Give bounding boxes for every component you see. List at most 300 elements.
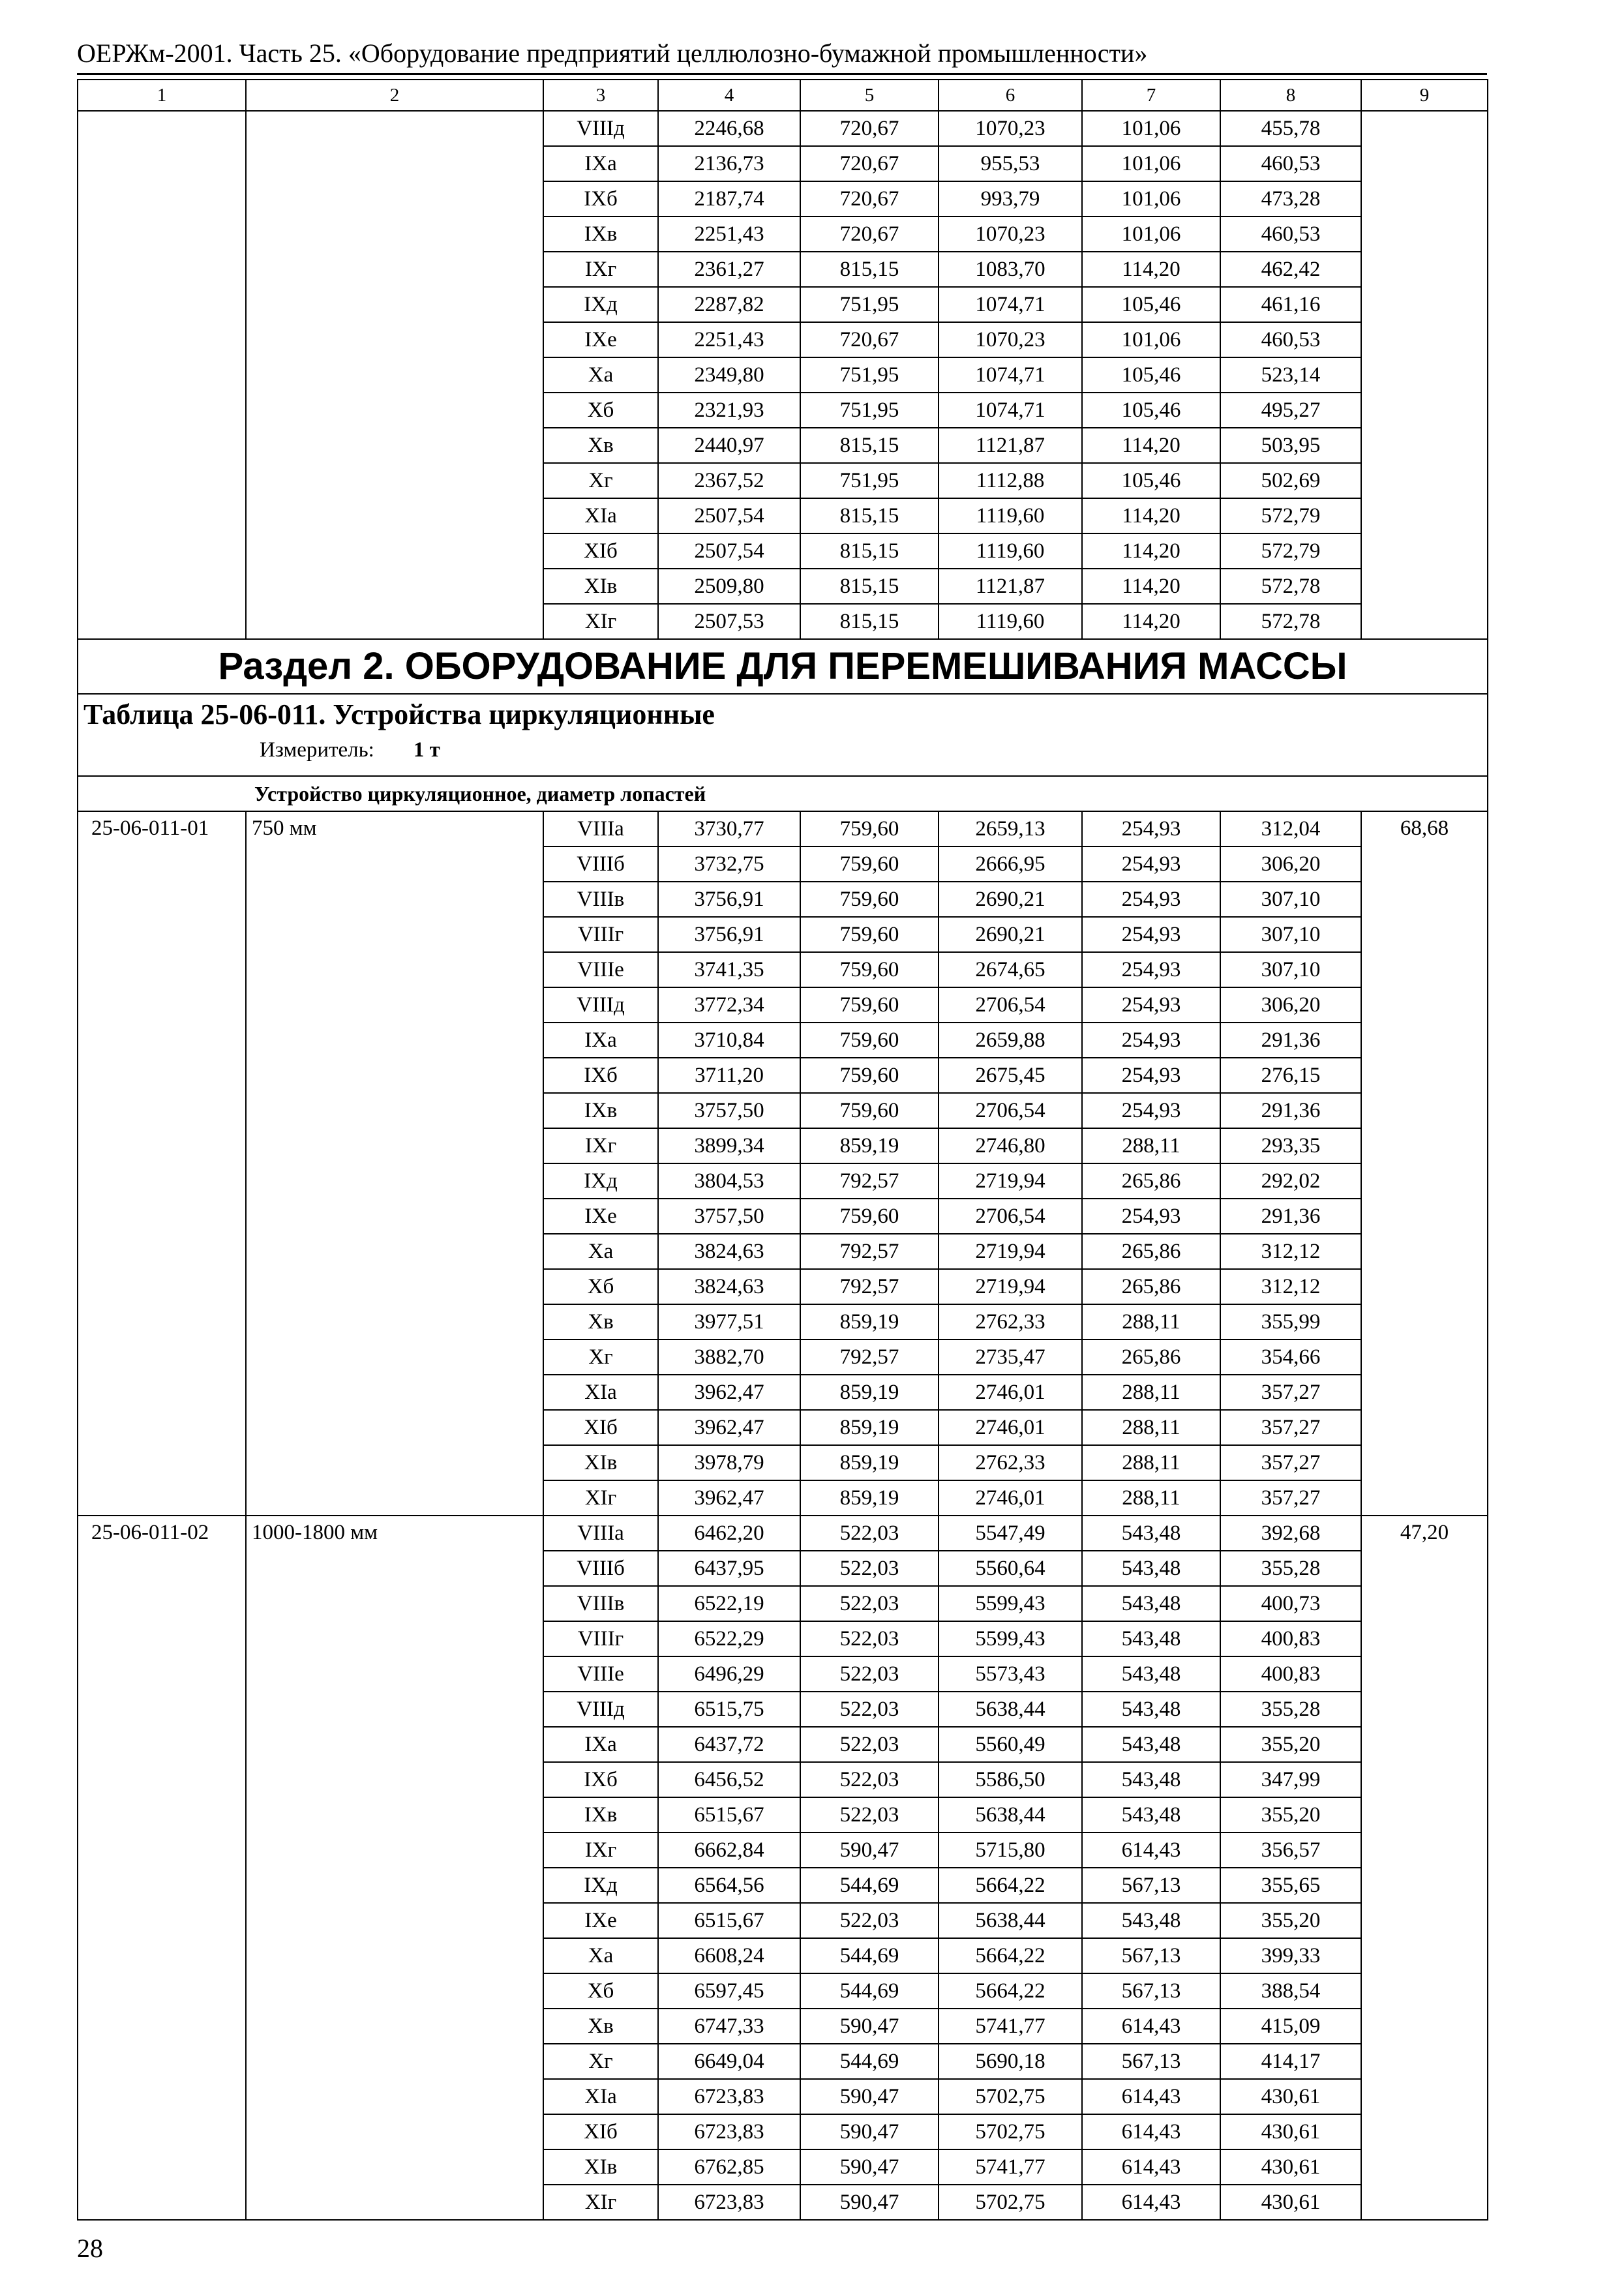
variant-cell: IXе — [543, 322, 658, 357]
materials-cell: 461,16 — [1220, 287, 1361, 322]
machinist-wages-cell: 288,11 — [1082, 1410, 1220, 1445]
materials-cell: 430,61 — [1220, 2079, 1361, 2114]
materials-cell: 312,12 — [1220, 1234, 1361, 1269]
machinist-wages-cell: 101,06 — [1082, 111, 1220, 146]
machinist-wages-cell: 265,86 — [1082, 1269, 1220, 1304]
variant-cell: Xг — [543, 463, 658, 498]
materials-cell: 357,27 — [1220, 1410, 1361, 1445]
wages-cell: 792,57 — [800, 1339, 939, 1375]
wages-cell: 522,03 — [800, 1551, 939, 1586]
total-cost-cell: 3756,91 — [658, 917, 800, 952]
machinist-wages-cell: 567,13 — [1082, 2044, 1220, 2079]
materials-cell: 572,78 — [1220, 569, 1361, 604]
total-cost-cell: 3962,47 — [658, 1480, 800, 1516]
rates-table-body — [78, 80, 1488, 2220]
wages-cell: 759,60 — [800, 987, 939, 1023]
code-cell — [78, 111, 246, 639]
wages-cell: 815,15 — [800, 533, 939, 569]
variant-cell: Xв — [543, 428, 658, 463]
column-number: 4 — [658, 80, 800, 111]
unit-line — [83, 732, 1481, 768]
code-cell: 25-06-011-02 — [78, 1516, 246, 2220]
total-cost-cell: 3977,51 — [658, 1304, 800, 1339]
variant-cell: XIг — [543, 604, 658, 639]
table-row — [78, 111, 1488, 146]
machines-cell: 1074,71 — [939, 393, 1082, 428]
wages-cell: 544,69 — [800, 2044, 939, 2079]
variant-cell: VIIIа — [543, 811, 658, 846]
machines-cell: 2746,80 — [939, 1128, 1082, 1163]
materials-cell: 357,27 — [1220, 1480, 1361, 1516]
wages-cell: 522,03 — [800, 1516, 939, 1551]
machines-cell: 993,79 — [939, 181, 1082, 217]
variant-cell: IXв — [543, 1797, 658, 1833]
machinist-wages-cell: 543,48 — [1082, 1797, 1220, 1833]
machinist-wages-cell: 543,48 — [1082, 1692, 1220, 1727]
machines-cell: 5690,18 — [939, 2044, 1082, 2079]
machines-cell: 2674,65 — [939, 952, 1082, 987]
total-cost-cell: 6462,20 — [658, 1516, 800, 1551]
machinist-wages-cell: 105,46 — [1082, 463, 1220, 498]
total-cost-cell: 3732,75 — [658, 846, 800, 882]
variant-cell: XIб — [543, 2114, 658, 2149]
total-cost-cell: 6456,52 — [658, 1762, 800, 1797]
total-cost-cell: 6762,85 — [658, 2149, 800, 2185]
machinist-wages-cell: 543,48 — [1082, 1903, 1220, 1938]
total-cost-cell: 6496,29 — [658, 1656, 800, 1692]
total-cost-cell: 2507,54 — [658, 498, 800, 533]
wages-cell: 522,03 — [800, 1586, 939, 1621]
machinist-wages-cell: 254,93 — [1082, 1093, 1220, 1128]
variant-cell: Xа — [543, 1938, 658, 1973]
materials-cell: 355,20 — [1220, 1797, 1361, 1833]
machines-cell: 2746,01 — [939, 1480, 1082, 1516]
machines-cell: 5560,49 — [939, 1727, 1082, 1762]
wages-cell: 720,67 — [800, 322, 939, 357]
wages-cell: 759,60 — [800, 1023, 939, 1058]
machinist-wages-cell: 614,43 — [1082, 2009, 1220, 2044]
materials-cell: 306,20 — [1220, 846, 1361, 882]
materials-cell: 355,65 — [1220, 1868, 1361, 1903]
machines-cell: 5547,49 — [939, 1516, 1082, 1551]
wages-cell: 759,60 — [800, 846, 939, 882]
wages-cell: 522,03 — [800, 1762, 939, 1797]
variant-cell: Xг — [543, 1339, 658, 1375]
wages-cell: 590,47 — [800, 2185, 939, 2220]
rates-table — [77, 79, 1488, 2221]
variant-cell: XIа — [543, 1375, 658, 1410]
total-cost-cell: 3824,63 — [658, 1269, 800, 1304]
materials-cell: 572,78 — [1220, 604, 1361, 639]
machines-cell: 5638,44 — [939, 1692, 1082, 1727]
variant-cell: IXд — [543, 1868, 658, 1903]
table-caption-row — [78, 694, 1488, 776]
machines-cell: 1112,88 — [939, 463, 1082, 498]
column-number: 1 — [78, 80, 246, 111]
total-cost-cell: 3962,47 — [658, 1375, 800, 1410]
machines-cell: 2675,45 — [939, 1058, 1082, 1093]
wages-cell: 751,95 — [800, 393, 939, 428]
coefficient-cell: 68,68 — [1361, 811, 1488, 1516]
materials-cell: 460,53 — [1220, 322, 1361, 357]
name-cell — [246, 111, 543, 639]
materials-cell: 430,61 — [1220, 2149, 1361, 2185]
machinist-wages-cell: 288,11 — [1082, 1304, 1220, 1339]
machinist-wages-cell: 543,48 — [1082, 1621, 1220, 1656]
variant-cell: VIIIд — [543, 1692, 658, 1727]
machinist-wages-cell: 543,48 — [1082, 1727, 1220, 1762]
name-cell: 1000-1800 мм — [246, 1516, 543, 2220]
machinist-wages-cell: 543,48 — [1082, 1762, 1220, 1797]
total-cost-cell: 2507,54 — [658, 533, 800, 569]
variant-cell: VIIIв — [543, 1586, 658, 1621]
wages-cell: 522,03 — [800, 1692, 939, 1727]
machines-cell: 5599,43 — [939, 1586, 1082, 1621]
wages-cell: 720,67 — [800, 217, 939, 252]
wages-cell: 792,57 — [800, 1269, 939, 1304]
materials-cell: 400,83 — [1220, 1656, 1361, 1692]
wages-cell: 751,95 — [800, 357, 939, 393]
variant-cell: IXб — [543, 1058, 658, 1093]
subheading: Устройство циркуляционное, диаметр лопастей — [78, 776, 1488, 811]
machinist-wages-cell: 543,48 — [1082, 1656, 1220, 1692]
machines-cell: 1121,87 — [939, 428, 1082, 463]
materials-cell: 291,36 — [1220, 1023, 1361, 1058]
wages-cell: 590,47 — [800, 2009, 939, 2044]
page-number: 28 — [77, 2234, 103, 2263]
variant-cell: XIв — [543, 2149, 658, 2185]
variant-cell: Xв — [543, 2009, 658, 2044]
wages-cell: 720,67 — [800, 181, 939, 217]
wages-cell: 544,69 — [800, 1973, 939, 2009]
machines-cell: 1083,70 — [939, 252, 1082, 287]
materials-cell: 400,83 — [1220, 1621, 1361, 1656]
total-cost-cell: 6597,45 — [658, 1973, 800, 2009]
wages-cell: 759,60 — [800, 811, 939, 846]
machinist-wages-cell: 254,93 — [1082, 952, 1220, 987]
materials-cell: 414,17 — [1220, 2044, 1361, 2079]
wages-cell: 792,57 — [800, 1234, 939, 1269]
unit-label: Измеритель: — [260, 738, 374, 762]
total-cost-cell: 3962,47 — [658, 1410, 800, 1445]
machinist-wages-cell: 254,93 — [1082, 846, 1220, 882]
machinist-wages-cell: 265,86 — [1082, 1163, 1220, 1199]
materials-cell: 356,57 — [1220, 1833, 1361, 1868]
machines-cell: 2719,94 — [939, 1269, 1082, 1304]
machinist-wages-cell: 105,46 — [1082, 287, 1220, 322]
materials-cell: 355,20 — [1220, 1903, 1361, 1938]
machines-cell: 1070,23 — [939, 217, 1082, 252]
variant-cell: IXг — [543, 1128, 658, 1163]
materials-cell: 355,28 — [1220, 1692, 1361, 1727]
machinist-wages-cell: 114,20 — [1082, 533, 1220, 569]
variant-cell: XIб — [543, 533, 658, 569]
name-cell: 750 мм — [246, 811, 543, 1516]
materials-cell: 430,61 — [1220, 2114, 1361, 2149]
wages-cell: 522,03 — [800, 1727, 939, 1762]
total-cost-cell: 3882,70 — [658, 1339, 800, 1375]
variant-cell: VIIIг — [543, 917, 658, 952]
table-row — [78, 1516, 1488, 1551]
materials-cell: 399,33 — [1220, 1938, 1361, 1973]
variant-cell: VIIIе — [543, 952, 658, 987]
variant-cell: VIIIе — [543, 1656, 658, 1692]
materials-cell: 392,68 — [1220, 1516, 1361, 1551]
materials-cell: 495,27 — [1220, 393, 1361, 428]
variant-cell: IXв — [543, 1093, 658, 1128]
variant-cell: VIIIд — [543, 987, 658, 1023]
wages-cell: 590,47 — [800, 2114, 939, 2149]
materials-cell: 307,10 — [1220, 882, 1361, 917]
variant-cell: VIIIд — [543, 111, 658, 146]
machinist-wages-cell: 105,46 — [1082, 393, 1220, 428]
total-cost-cell: 3757,50 — [658, 1199, 800, 1234]
machinist-wages-cell: 114,20 — [1082, 604, 1220, 639]
materials-cell: 460,53 — [1220, 146, 1361, 181]
wages-cell: 759,60 — [800, 1058, 939, 1093]
machinist-wages-cell: 543,48 — [1082, 1586, 1220, 1621]
machinist-wages-cell: 114,20 — [1082, 252, 1220, 287]
machinist-wages-cell: 254,93 — [1082, 1058, 1220, 1093]
unit-value: 1 т — [413, 738, 440, 762]
machines-cell: 5702,75 — [939, 2114, 1082, 2149]
materials-cell: 312,12 — [1220, 1269, 1361, 1304]
wages-cell: 815,15 — [800, 252, 939, 287]
total-cost-cell: 6515,67 — [658, 1797, 800, 1833]
machines-cell: 2746,01 — [939, 1410, 1082, 1445]
total-cost-cell: 6608,24 — [658, 1938, 800, 1973]
wages-cell: 522,03 — [800, 1621, 939, 1656]
total-cost-cell: 2367,52 — [658, 463, 800, 498]
materials-cell: 276,15 — [1220, 1058, 1361, 1093]
total-cost-cell: 6723,83 — [658, 2185, 800, 2220]
total-cost-cell: 3710,84 — [658, 1023, 800, 1058]
machines-cell: 5741,77 — [939, 2009, 1082, 2044]
variant-cell: VIIIа — [543, 1516, 658, 1551]
variant-cell: VIIIг — [543, 1621, 658, 1656]
variant-cell: IXе — [543, 1903, 658, 1938]
variant-cell: IXд — [543, 1163, 658, 1199]
wages-cell: 522,03 — [800, 1656, 939, 1692]
total-cost-cell: 3711,20 — [658, 1058, 800, 1093]
machinist-wages-cell: 254,93 — [1082, 1023, 1220, 1058]
section-title: Раздел 2. ОБОРУДОВАНИЕ ДЛЯ ПЕРЕМЕШИВАНИЯ МАССЫ — [78, 639, 1488, 694]
page-header: ОЕРЖм-2001. Часть 25. «Оборудование предприятий целлюлозно-бумажной промышленности» — [77, 38, 1148, 68]
variant-cell: Xа — [543, 357, 658, 393]
machines-cell: 5573,43 — [939, 1656, 1082, 1692]
variant-cell: XIг — [543, 1480, 658, 1516]
total-cost-cell: 3978,79 — [658, 1445, 800, 1480]
variant-cell: IXа — [543, 1023, 658, 1058]
wages-cell: 720,67 — [800, 111, 939, 146]
materials-cell: 460,53 — [1220, 217, 1361, 252]
machines-cell: 2762,33 — [939, 1445, 1082, 1480]
machines-cell: 5715,80 — [939, 1833, 1082, 1868]
variant-cell: IXб — [543, 1762, 658, 1797]
column-number: 9 — [1361, 80, 1488, 111]
variant-cell: XIб — [543, 1410, 658, 1445]
materials-cell: 462,42 — [1220, 252, 1361, 287]
machinist-wages-cell: 265,86 — [1082, 1339, 1220, 1375]
variant-cell: Xб — [543, 1973, 658, 2009]
machines-cell: 5638,44 — [939, 1903, 1082, 1938]
column-number: 8 — [1220, 80, 1361, 111]
total-cost-cell: 3730,77 — [658, 811, 800, 846]
table-row — [78, 811, 1488, 846]
coefficient-cell: 47,20 — [1361, 1516, 1488, 2220]
materials-cell: 355,20 — [1220, 1727, 1361, 1762]
materials-cell: 307,10 — [1220, 952, 1361, 987]
total-cost-cell: 6649,04 — [658, 2044, 800, 2079]
total-cost-cell: 2440,97 — [658, 428, 800, 463]
wages-cell: 590,47 — [800, 1833, 939, 1868]
total-cost-cell: 2246,68 — [658, 111, 800, 146]
materials-cell: 503,95 — [1220, 428, 1361, 463]
total-cost-cell: 2136,73 — [658, 146, 800, 181]
machinist-wages-cell: 101,06 — [1082, 217, 1220, 252]
machines-cell: 5638,44 — [939, 1797, 1082, 1833]
machinist-wages-cell: 543,48 — [1082, 1516, 1220, 1551]
materials-cell: 523,14 — [1220, 357, 1361, 393]
machines-cell: 2659,13 — [939, 811, 1082, 846]
column-number: 7 — [1082, 80, 1220, 111]
total-cost-cell: 2187,74 — [658, 181, 800, 217]
wages-cell: 815,15 — [800, 604, 939, 639]
variant-cell: VIIIб — [543, 1551, 658, 1586]
total-cost-cell: 2321,93 — [658, 393, 800, 428]
total-cost-cell: 3804,53 — [658, 1163, 800, 1199]
machinist-wages-cell: 614,43 — [1082, 2079, 1220, 2114]
wages-cell: 792,57 — [800, 1163, 939, 1199]
materials-cell: 291,36 — [1220, 1199, 1361, 1234]
variant-cell: IXг — [543, 1833, 658, 1868]
wages-cell: 590,47 — [800, 2079, 939, 2114]
total-cost-cell: 6662,84 — [658, 1833, 800, 1868]
wages-cell: 759,60 — [800, 1093, 939, 1128]
table-caption — [78, 694, 1488, 776]
machines-cell: 5664,22 — [939, 1868, 1082, 1903]
variant-cell: Xб — [543, 393, 658, 428]
variant-cell: Xа — [543, 1234, 658, 1269]
total-cost-cell: 6522,29 — [658, 1621, 800, 1656]
machinist-wages-cell: 614,43 — [1082, 2149, 1220, 2185]
materials-cell: 415,09 — [1220, 2009, 1361, 2044]
column-number: 3 — [543, 80, 658, 111]
wages-cell: 815,15 — [800, 498, 939, 533]
machines-cell: 1074,71 — [939, 357, 1082, 393]
total-cost-cell: 3772,34 — [658, 987, 800, 1023]
total-cost-cell: 6437,72 — [658, 1727, 800, 1762]
wages-cell: 815,15 — [800, 569, 939, 604]
wages-cell: 751,95 — [800, 287, 939, 322]
total-cost-cell: 3741,35 — [658, 952, 800, 987]
machinist-wages-cell: 254,93 — [1082, 811, 1220, 846]
machinist-wages-cell: 254,93 — [1082, 917, 1220, 952]
variant-cell: XIа — [543, 498, 658, 533]
machinist-wages-cell: 614,43 — [1082, 2185, 1220, 2220]
total-cost-cell: 2509,80 — [658, 569, 800, 604]
variant-cell: IXд — [543, 287, 658, 322]
subheading-row — [78, 776, 1488, 811]
wages-cell: 859,19 — [800, 1304, 939, 1339]
wages-cell: 859,19 — [800, 1410, 939, 1445]
total-cost-cell: 3757,50 — [658, 1093, 800, 1128]
wages-cell: 544,69 — [800, 1938, 939, 1973]
column-number-row — [78, 80, 1488, 111]
machines-cell: 2690,21 — [939, 917, 1082, 952]
machines-cell: 5560,64 — [939, 1551, 1082, 1586]
machines-cell: 1119,60 — [939, 604, 1082, 639]
materials-cell: 293,35 — [1220, 1128, 1361, 1163]
materials-cell: 357,27 — [1220, 1445, 1361, 1480]
machines-cell: 2719,94 — [939, 1163, 1082, 1199]
materials-cell: 400,73 — [1220, 1586, 1361, 1621]
machines-cell: 2706,54 — [939, 987, 1082, 1023]
machines-cell: 2690,21 — [939, 882, 1082, 917]
machinist-wages-cell: 543,48 — [1082, 1551, 1220, 1586]
variant-cell: VIIIв — [543, 882, 658, 917]
materials-cell: 388,54 — [1220, 1973, 1361, 2009]
materials-cell: 572,79 — [1220, 533, 1361, 569]
total-cost-cell: 3756,91 — [658, 882, 800, 917]
wages-cell: 759,60 — [800, 1199, 939, 1234]
machinist-wages-cell: 101,06 — [1082, 322, 1220, 357]
total-cost-cell: 6522,19 — [658, 1586, 800, 1621]
wages-cell: 720,67 — [800, 146, 939, 181]
total-cost-cell: 3899,34 — [658, 1128, 800, 1163]
machines-cell: 1119,60 — [939, 498, 1082, 533]
machines-cell: 1070,23 — [939, 322, 1082, 357]
machines-cell: 5586,50 — [939, 1762, 1082, 1797]
machinist-wages-cell: 105,46 — [1082, 357, 1220, 393]
materials-cell: 307,10 — [1220, 917, 1361, 952]
total-cost-cell: 6723,83 — [658, 2079, 800, 2114]
variant-cell: Xг — [543, 2044, 658, 2079]
variant-cell: Xб — [543, 1269, 658, 1304]
column-number: 6 — [939, 80, 1082, 111]
machines-cell: 5599,43 — [939, 1621, 1082, 1656]
coefficient-cell — [1361, 111, 1488, 639]
materials-cell: 572,79 — [1220, 498, 1361, 533]
wages-cell: 522,03 — [800, 1797, 939, 1833]
materials-cell: 312,04 — [1220, 811, 1361, 846]
variant-cell: Xв — [543, 1304, 658, 1339]
machinist-wages-cell: 114,20 — [1082, 428, 1220, 463]
materials-cell: 502,69 — [1220, 463, 1361, 498]
total-cost-cell: 2287,82 — [658, 287, 800, 322]
machines-cell: 1119,60 — [939, 533, 1082, 569]
materials-cell: 455,78 — [1220, 111, 1361, 146]
total-cost-cell: 2361,27 — [658, 252, 800, 287]
machinist-wages-cell: 101,06 — [1082, 146, 1220, 181]
variant-cell: XIв — [543, 1445, 658, 1480]
machinist-wages-cell: 567,13 — [1082, 1868, 1220, 1903]
materials-cell: 347,99 — [1220, 1762, 1361, 1797]
machines-cell: 955,53 — [939, 146, 1082, 181]
materials-cell: 473,28 — [1220, 181, 1361, 217]
variant-cell: XIг — [543, 2185, 658, 2220]
variant-cell: IXв — [543, 217, 658, 252]
machinist-wages-cell: 567,13 — [1082, 1938, 1220, 1973]
wages-cell: 522,03 — [800, 1903, 939, 1938]
materials-cell: 292,02 — [1220, 1163, 1361, 1199]
machinist-wages-cell: 265,86 — [1082, 1234, 1220, 1269]
wages-cell: 859,19 — [800, 1480, 939, 1516]
machinist-wages-cell: 614,43 — [1082, 2114, 1220, 2149]
machines-cell: 5702,75 — [939, 2079, 1082, 2114]
machinist-wages-cell: 288,11 — [1082, 1480, 1220, 1516]
machines-cell: 1074,71 — [939, 287, 1082, 322]
